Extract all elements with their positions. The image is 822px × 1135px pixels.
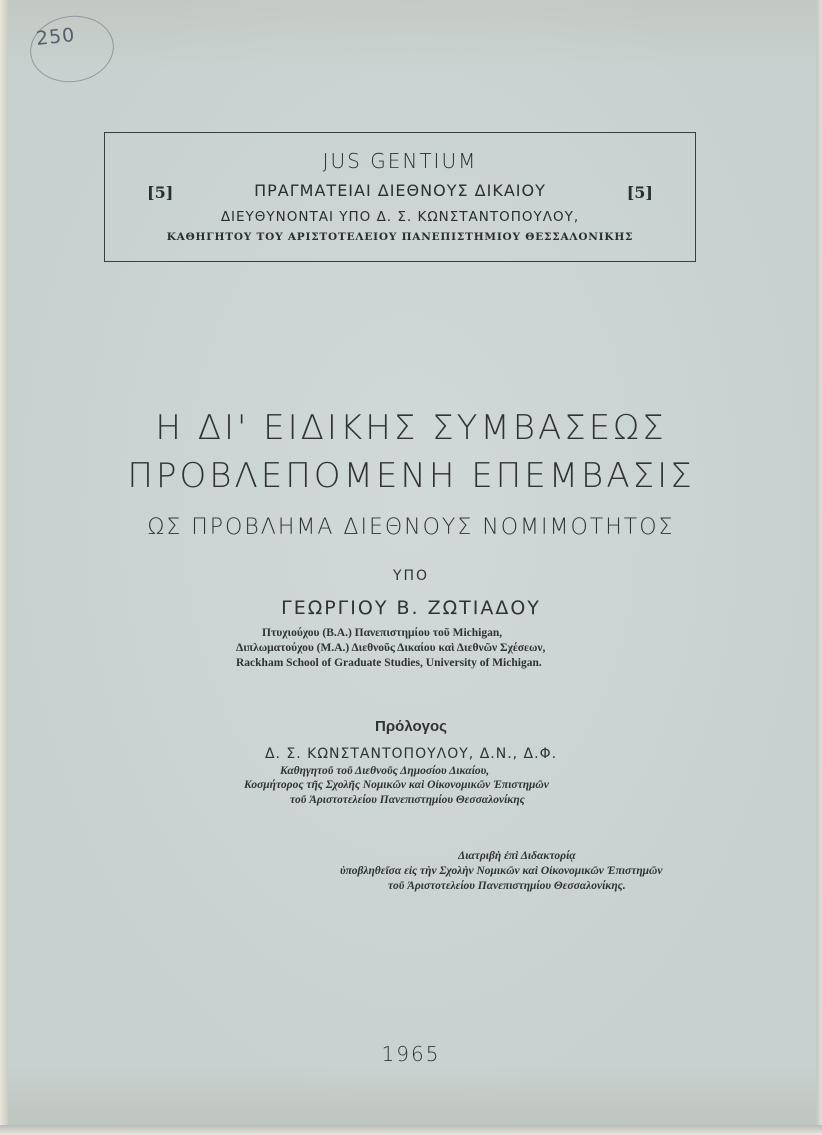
series-director: ΔΙΕΥΘΥΝΟΝΤΑΙ ΥΠΟ Δ. Σ. ΚΩΝΣΤΑΝΤΟΠΟΥΛΟΥ,: [220, 209, 580, 225]
author-credential-1: Πτυχιούχου (B.A.) Πανεπιστημίου τοῦ Michigan,: [262, 627, 503, 639]
prologue-author-line-2: Κοσμήτορος τῆς Σχολῆς Νομικῶν καὶ Οἰκονομικῶν Ἐπιστημῶν: [244, 779, 549, 791]
series-affiliation: ΚΑΘΗΓΗΤΟΥ ΤΟΥ ΑΡΙΣΤΟΤΕΛΕΙΟΥ ΠΑΝΕΠΙΣΤΗΜΙΟΥ ΘΕΣΣΑΛΟΝΙΚΗΣ: [166, 231, 634, 243]
handwritten-price-note: 250: [34, 24, 77, 50]
author-credential-2: Διπλωματούχου (M.A.) Διεθνοῦς Δικαίου καὶ Διεθνῶν Σχέσεων,: [236, 642, 546, 654]
author-name: ΓΕΩΡΓΙΟΥ Β. ΖΩΤΙΑΔΟΥ: [281, 597, 541, 619]
thesis-note-line-1: Διατριβὴ ἐπὶ Διδακτορίᾳ: [458, 850, 576, 862]
series-title: JUS GENTIUM: [322, 149, 478, 173]
book-title-line-2: ΠΡΟΒΛΕΠΟΜΕΝΗ ΕΠΕΜΒΑΣΙΣ: [127, 456, 695, 496]
publication-year: 1965: [381, 1042, 441, 1066]
author-credential-3: Rackham School of Graduate Studies, University of Michigan.: [236, 657, 542, 669]
series-number-right: [5]: [626, 183, 653, 202]
thesis-note-line-2: ὑποβληθεῖσα εἰς τὴν Σχολὴν Νομικῶν καὶ Οἰκονομικῶν Ἐπιστημῶν: [340, 865, 663, 877]
series-number-left: [5]: [147, 183, 174, 202]
cover-bottom-edge: [0, 1125, 822, 1135]
book-title-line-1: Η ΔΙ' ΕΙΔΙΚΗΣ ΣΥΜΒΑΣΕΩΣ: [155, 408, 667, 448]
book-title-line-3: ΩΣ ΠΡΟΒΛΗΜΑ ΔΙΕΘΝΟΥΣ ΝΟΜΙΜΟΤΗΤΟΣ: [147, 515, 675, 540]
prologue-author-name: Δ. Σ. ΚΩΝΣΤΑΝΤΟΠΟΥΛΟΥ, Δ.Ν., Δ.Φ.: [264, 746, 558, 762]
prologue-author-line-1: Καθηγητοῦ τοῦ Διεθνοῦς Δημοσίου Δικαίου,: [280, 765, 490, 777]
by-label: ΥΠΟ: [392, 568, 430, 584]
prologue-label: Πρόλογος: [375, 718, 447, 735]
thesis-note-line-3: τοῦ Ἀριστοτελείου Πανεπιστημίου Θεσσαλονίκης.: [388, 880, 626, 892]
prologue-author-line-3: τοῦ Ἀριστοτελείου Πανεπιστημίου Θεσσαλονίκης: [290, 794, 525, 806]
series-subtitle: ΠΡΑΓΜΑΤΕΙΑΙ ΔΙΕΘΝΟΥΣ ΔΙΚΑΙΟΥ: [254, 181, 546, 200]
series-box: [104, 132, 696, 262]
